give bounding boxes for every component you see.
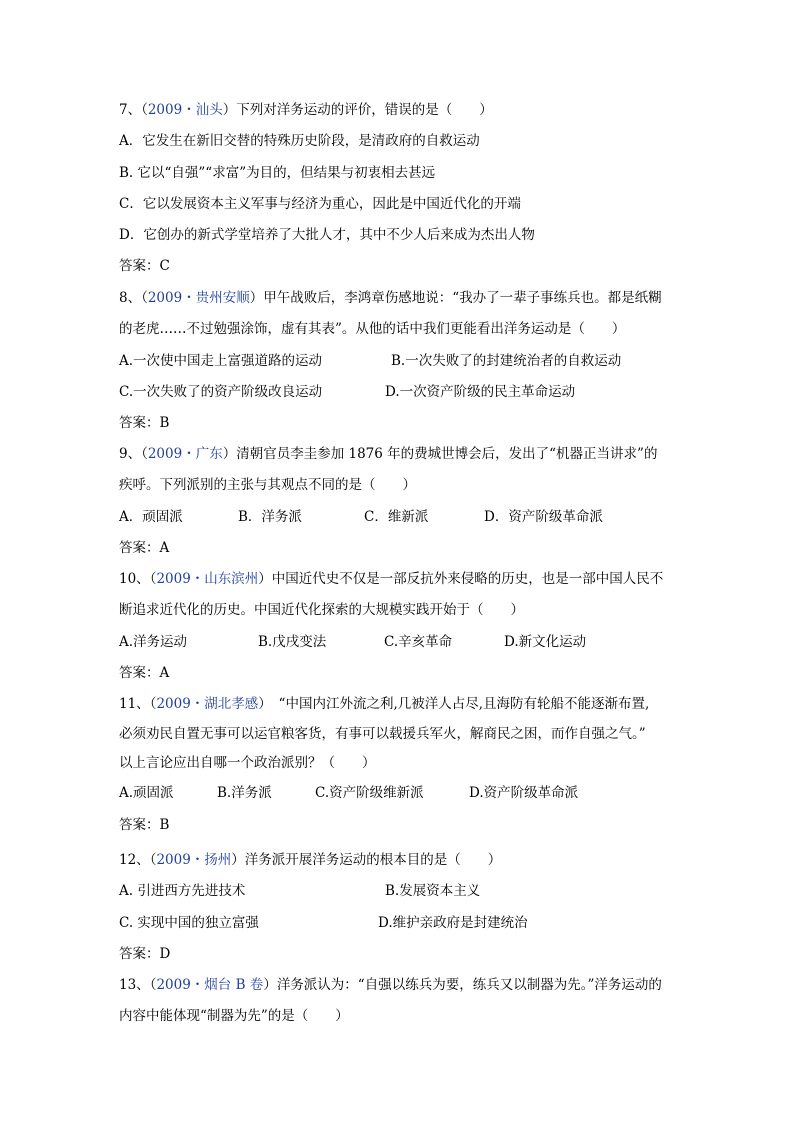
question-stem: 10、（2009・山东滨州）中国近代史不仅是一部反抗外来侵略的历史，也是一部中国人民不 <box>119 571 664 587</box>
question-source: 2009・贵州安顺 <box>147 290 250 306</box>
option-row <box>119 377 679 408</box>
question-text: “中国内江外流之利,几被洋人占尽,且海防有轮船不能逐渐布置, <box>265 696 650 712</box>
answer: 答案：C <box>119 258 170 275</box>
question-number: 9、 <box>119 446 142 462</box>
question-number: 12、 <box>119 852 150 868</box>
option-a: A.顽固派 <box>119 785 174 802</box>
question-text-line: 以上言论应出自哪一个政治派别？（ ） <box>119 755 376 772</box>
option-d: D.维护亲政府是封建统治 <box>378 914 528 931</box>
option-b: B. 它以“自强”“求富”为目的，但结果与初衷相去甚远 <box>119 164 436 181</box>
question-13 <box>119 970 679 1033</box>
question-text: 中国近代史不仅是一部反抗外来侵略的历史，也是一部中国人民不 <box>271 571 664 587</box>
option-b: B.洋务派 <box>217 785 272 802</box>
question-source: 2009・烟台 B 卷 <box>156 977 264 993</box>
question-text-line: 的老虎……不过勉强涂饰，虚有其表”。从他的话中我们更能看出洋务运动是（ ） <box>119 321 626 338</box>
answer: 答案：A <box>119 539 170 556</box>
option-b: B．洋务派 <box>238 508 302 525</box>
question-9 <box>119 439 679 564</box>
question-12 <box>119 845 679 970</box>
option-a: A．顽固派 <box>119 508 183 525</box>
question-source: 2009・山东滨州 <box>156 571 259 587</box>
question-number: 7、 <box>119 102 142 118</box>
question-7 <box>119 95 679 283</box>
option-a: A. 引进西方先进技术 <box>119 883 246 900</box>
option-b: B.戊戌变法 <box>258 633 327 650</box>
question-8 <box>119 283 679 439</box>
question-stem: 12、（2009・扬州）洋务派开展洋务运动的根本目的是（ ） <box>119 852 502 868</box>
option-c: C．它以发展资本主义军事与经济为重心，因此是中国近代化的开端 <box>119 195 521 212</box>
question-source: 2009・扬州 <box>156 852 232 868</box>
question-source: 2009・湖北孝感 <box>156 696 259 712</box>
question-text: 下列对洋务运动的评价，错误的是（ ） <box>236 102 493 118</box>
answer: 答案：B <box>119 415 170 432</box>
option-c: C.辛亥革命 <box>384 633 453 650</box>
option-a: A.洋务运动 <box>119 633 188 650</box>
option-a: A．它发生在新旧交替的特殊历史阶段，是清政府的自救运动 <box>119 133 480 150</box>
question-stem: 11、（2009・湖北孝感） “中国内江外流之利,几被洋人占尽,且海防有轮船不能逐渐布置, <box>119 696 650 712</box>
option-row <box>119 502 679 533</box>
question-stem: 8、（2009・贵州安顺）甲午战败后，李鸿章伤感地说：“我办了一辈子事练兵也。都是纸糊 <box>119 290 662 306</box>
question-source: 2009・广东 <box>147 446 223 462</box>
question-text-line: 疾呼。下列派别的主张与其观点不同的是（ ） <box>119 477 416 494</box>
question-stem: 13、（2009・烟台 B 卷）洋务派认为：“自强以练兵为要，练兵又以制器为先。”洋务运动的 <box>119 977 662 993</box>
option-d: D.资产阶级革命派 <box>469 785 579 802</box>
question-stem: 7、（2009・汕头）下列对洋务运动的评价，错误的是（ ） <box>119 102 493 118</box>
option-row <box>119 908 679 939</box>
question-number: 11、 <box>119 696 150 712</box>
option-row <box>119 778 679 809</box>
question-number: 8、 <box>119 290 142 306</box>
option-c: C.资产阶级维新派 <box>315 785 424 802</box>
question-text: 洋务派认为：“自强以练兵为要，练兵又以制器为先。”洋务运动的 <box>276 977 662 993</box>
question-source: 2009・汕头 <box>147 102 223 118</box>
question-text-line: 内容中能体现“制器为先”的是（ ） <box>119 1008 349 1025</box>
option-d: D．它创办的新式学堂培养了大批人才，其中不少人后来成为杰出人物 <box>119 227 535 244</box>
option-row <box>119 876 679 907</box>
question-text: 甲午战败后，李鸿章伤感地说：“我办了一辈子事练兵也。都是纸糊 <box>263 290 662 306</box>
option-b: B.发展资本主义 <box>385 883 481 900</box>
question-text-line: 断追求近代化的历史。中国近代化探索的大规模实践开始于（ ） <box>119 602 524 619</box>
option-c: C.一次失败了的资产阶级改良运动 <box>119 383 323 400</box>
question-11 <box>119 689 679 841</box>
question-text-line: 必须劝民自置无事可以运官粮客货，有事可以载援兵军火，解商民之困，而作自强之气。” <box>119 726 646 743</box>
answer: 答案：D <box>119 945 171 962</box>
option-d: D.一次资产阶级的民主革命运动 <box>385 383 576 400</box>
question-stem: 9、（2009・广东）清朝官员李圭参加 1876 年的费城世博会后，发出了“机器正当讲求”的 <box>119 446 658 462</box>
answer: 答案：B <box>119 816 170 833</box>
option-c: C．维新派 <box>364 508 429 525</box>
question-text: 清朝官员李圭参加 1876 年的费城世博会后，发出了“机器正当讲求”的 <box>236 446 658 462</box>
question-number: 13、 <box>119 977 150 993</box>
option-row <box>119 627 679 658</box>
option-c: C. 实现中国的独立富强 <box>119 914 259 931</box>
option-row <box>119 346 679 377</box>
question-text: 洋务派开展洋务运动的根本目的是（ ） <box>244 852 502 868</box>
option-a: A.一次使中国走上富强道路的运动 <box>119 352 323 369</box>
question-10 <box>119 564 679 689</box>
answer: 答案：A <box>119 664 170 681</box>
question-number: 10、 <box>119 571 150 587</box>
option-b: B.一次失败了的封建统治者的自救运动 <box>391 352 622 369</box>
option-d: D.新文化运动 <box>504 633 587 650</box>
option-d: D．资产阶级革命派 <box>484 508 603 525</box>
